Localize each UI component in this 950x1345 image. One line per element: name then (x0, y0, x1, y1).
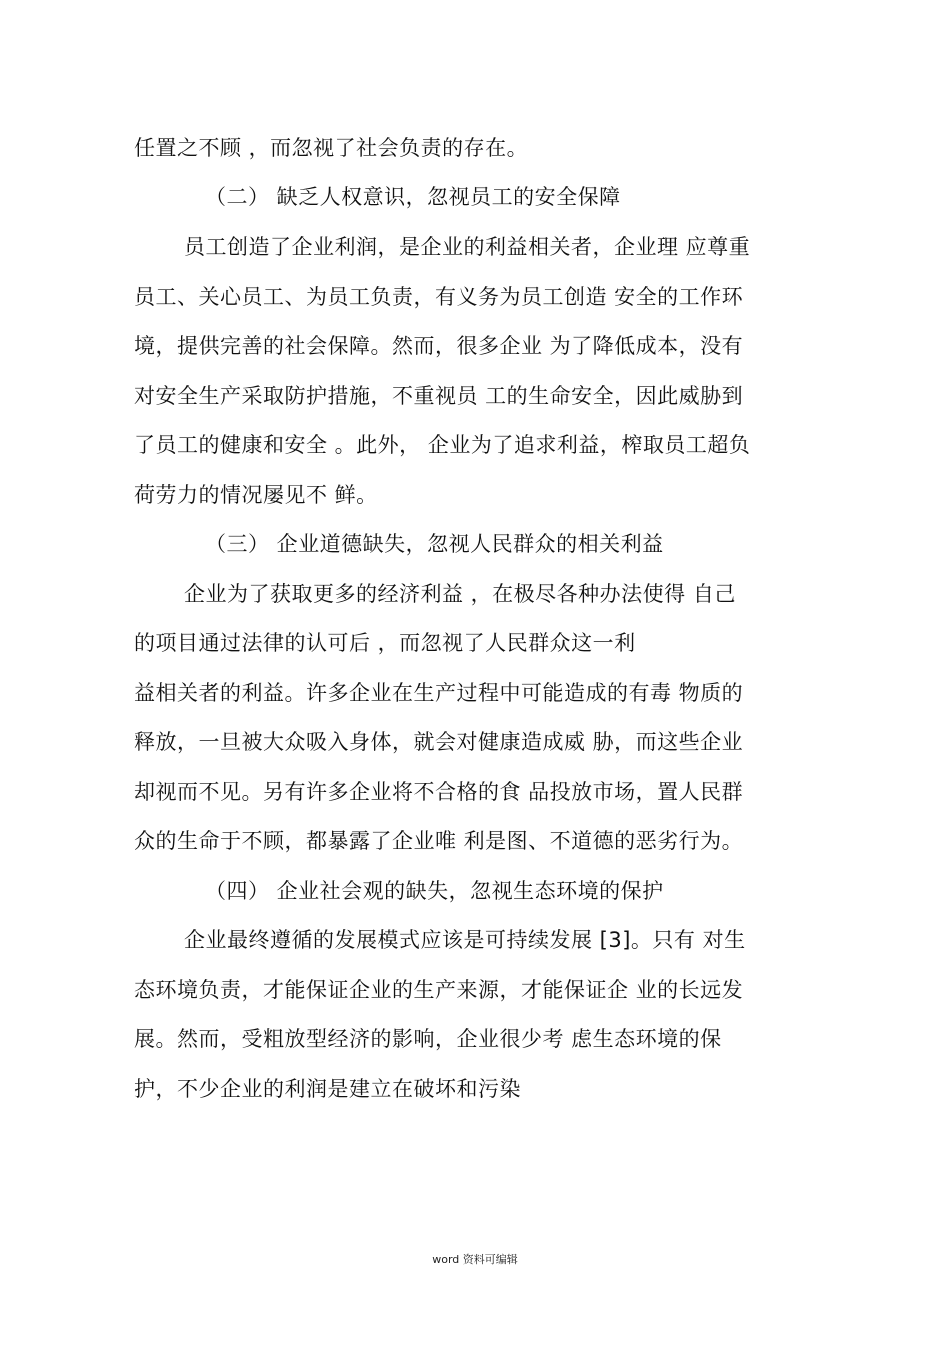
text-line-8: 荷劳力的情况屡见不 鲜。 (134, 483, 378, 507)
text-line-13: 释放，一旦被大众吸入身体，就会对健康造成威 胁，而这些企业 (134, 730, 744, 754)
text-line-1: 任置之不顾 ，而忽视了社会负责的存在。 (134, 136, 529, 160)
text-line-19: 展。然而，受粗放型经济的影响，企业很少考 虑生态环境的保 (134, 1027, 722, 1051)
text-line-10: 企业为了获取更多的经济利益 ，在极尽各种办法使得 自己 (184, 582, 736, 606)
text-line-14: 却视而不见。另有许多企业将不合格的食 品投放市场，置人民群 (134, 780, 744, 804)
text-line-5: 境，提供完善的社会保障。然而，很多企业 为了降低成本，没有 (134, 334, 744, 358)
text-line-18: 态环境负责，才能保证企业的生产来源，才能保证企 业的长远发 (134, 978, 744, 1002)
section-heading-4: （四） 企业社会观的缺失，忽视生态环境的保护 (205, 879, 664, 903)
text-line-20: 护，不少企业的利润是建立在破坏和污染 (134, 1077, 521, 1101)
text-line-7: 了员工的健康和安全 。此外， 企业为了追求利益，榨取员工超负 (134, 433, 751, 457)
section-heading-2: （二） 缺乏人权意识，忽视员工的安全保障 (205, 185, 621, 209)
text-line-11: 的项目通过法律的认可后 ，而忽视了人民群众这一利 (134, 631, 636, 655)
text-line-3: 员工创造了企业利润，是企业的利益相关者，企业理 应尊重 (184, 235, 751, 259)
text-line-6: 对安全生产采取防护措施，不重视员 工的生命安全，因此威胁到 (134, 384, 744, 408)
text-line-17: 企业最终遵循的发展模式应该是可持续发展 [3]。只有 对生 (184, 928, 746, 952)
text-line-4: 员工、关心员工、为员工负责，有义务为员工创造 安全的工作环 (134, 285, 744, 309)
text-line-15: 众的生命于不顾，都暴露了企业唯 利是图、不道德的恶劣行为。 (134, 829, 744, 853)
text-line-12: 益相关者的利益。许多企业在生产过程中可能造成的有毒 物质的 (134, 681, 744, 705)
section-heading-3: （三） 企业道德缺失，忽视人民群众的相关利益 (205, 532, 664, 556)
page-footer: word 资料可编辑 (432, 1253, 518, 1266)
